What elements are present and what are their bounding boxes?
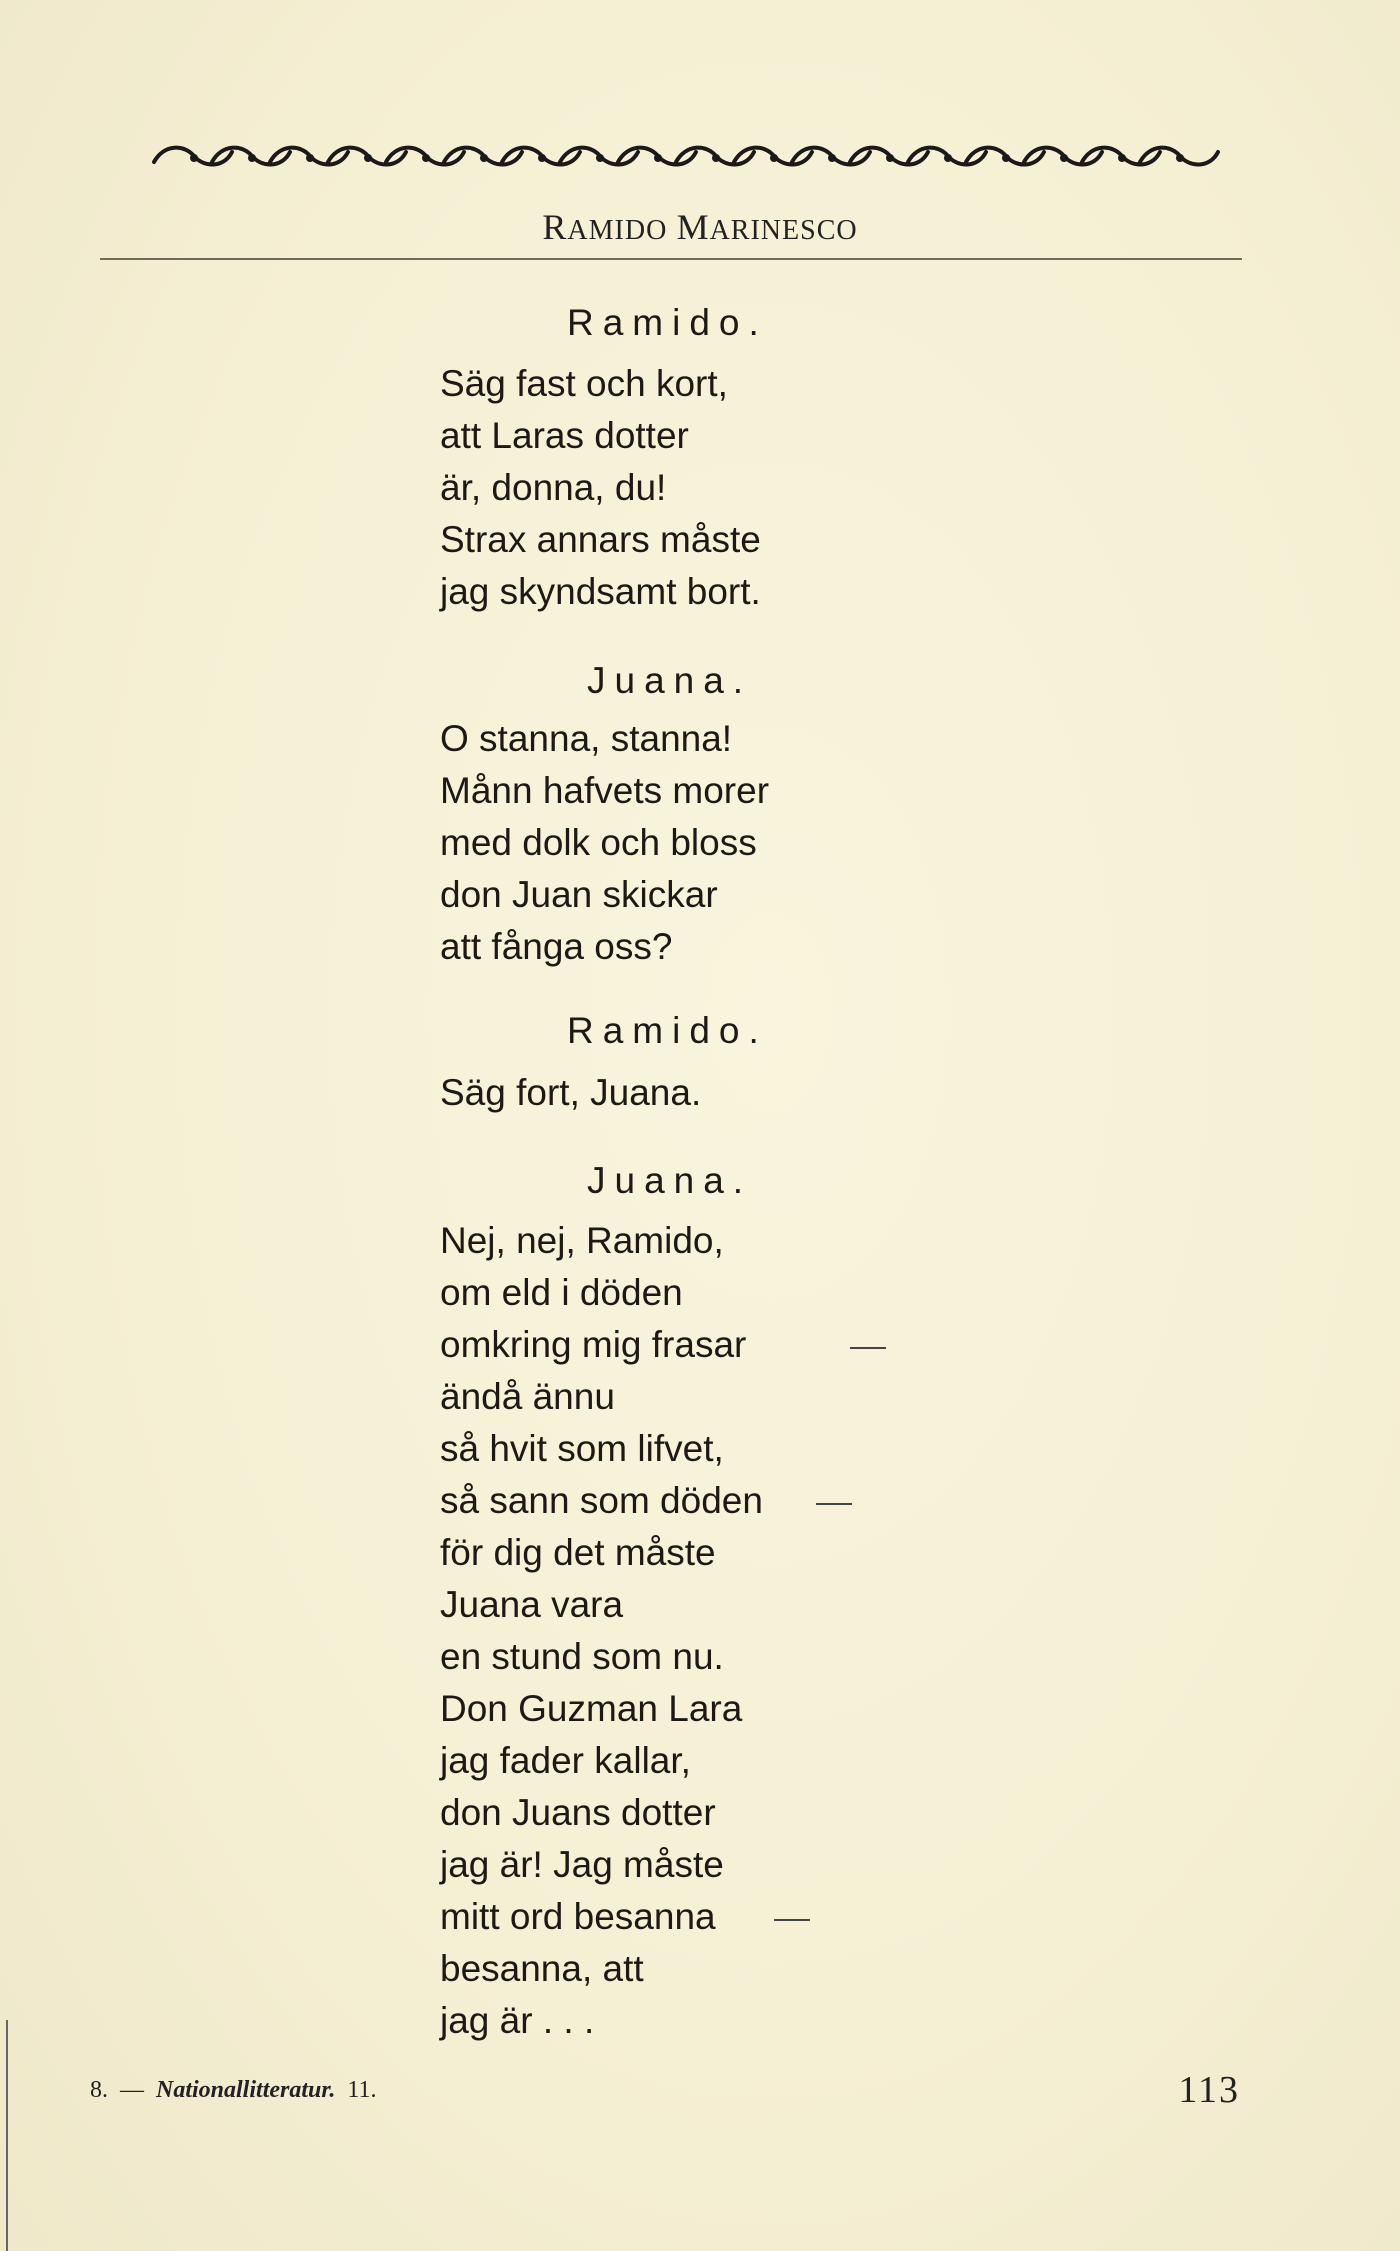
verse-line: så sann som döden bbox=[440, 1480, 763, 1521]
signature-title: Nationallitteratur. bbox=[156, 2077, 336, 2103]
running-head-part-2: ARINESCO bbox=[709, 215, 858, 246]
verse-line: att Laras dotter bbox=[440, 415, 689, 456]
running-head-cap-2: M bbox=[676, 207, 710, 247]
verse-line: jag fader kallar, bbox=[440, 1740, 691, 1781]
verse-line: jag skyndsamt bort. bbox=[440, 571, 761, 612]
verse-line: jag är . . . bbox=[440, 2000, 595, 2041]
verse-line: ändå ännu bbox=[440, 1376, 615, 1417]
verse-line: omkring mig frasar bbox=[440, 1324, 747, 1365]
signature-number: 8. bbox=[90, 2077, 108, 2103]
running-head-part-1: AMIDO bbox=[567, 215, 668, 246]
verse-line: don Juans dotter bbox=[440, 1792, 716, 1833]
verse-line: Säg fort, Juana. bbox=[440, 1072, 702, 1113]
signature-dash: — bbox=[120, 2077, 144, 2103]
verse-line: Don Guzman Lara bbox=[440, 1688, 743, 1729]
verse-line: så hvit som lifvet, bbox=[440, 1428, 724, 1469]
running-head bbox=[0, 206, 1400, 248]
verse-line: jag är! Jag måste bbox=[440, 1844, 724, 1885]
speaker-name: Ramido. bbox=[567, 1010, 768, 1051]
speaker-name: Juana. bbox=[587, 1160, 753, 1201]
header-rule bbox=[100, 258, 1242, 260]
verse-line: är, donna, du! bbox=[440, 467, 667, 508]
speaker-name: Ramido. bbox=[567, 302, 768, 343]
binding-edge bbox=[6, 2020, 8, 2251]
page-number: 113 bbox=[1178, 2069, 1240, 2111]
verse-line: Nej, nej, Ramido, bbox=[440, 1220, 724, 1261]
speaker-name: Juana. bbox=[587, 660, 753, 701]
verse-line: med dolk och bloss bbox=[440, 822, 757, 863]
printer-signature bbox=[90, 2077, 377, 2104]
verse-line: O stanna, stanna! bbox=[440, 718, 733, 759]
em-dash-rule bbox=[850, 1347, 886, 1349]
verse-line: om eld i döden bbox=[440, 1272, 683, 1313]
verse-line: Säg fast och kort, bbox=[440, 363, 728, 404]
verse-line: Strax annars måste bbox=[440, 519, 761, 560]
verse-line: Juana vara bbox=[440, 1584, 624, 1625]
signature-volume: 11. bbox=[347, 2077, 377, 2103]
em-dash-rule bbox=[816, 1503, 852, 1505]
verse-line: en stund som nu. bbox=[440, 1636, 724, 1677]
running-head-cap-1: R bbox=[542, 207, 568, 247]
ornament-border-icon bbox=[150, 136, 1240, 176]
verse-line: don Juan skickar bbox=[440, 874, 718, 915]
verse-line: besanna, att bbox=[440, 1948, 644, 1989]
verse-line: att fånga oss? bbox=[440, 926, 673, 967]
em-dash-rule bbox=[774, 1919, 810, 1921]
verse-line: mitt ord besanna bbox=[440, 1896, 716, 1937]
verse-line: Månn hafvets morer bbox=[440, 770, 770, 811]
verse-line: för dig det måste bbox=[440, 1532, 716, 1573]
